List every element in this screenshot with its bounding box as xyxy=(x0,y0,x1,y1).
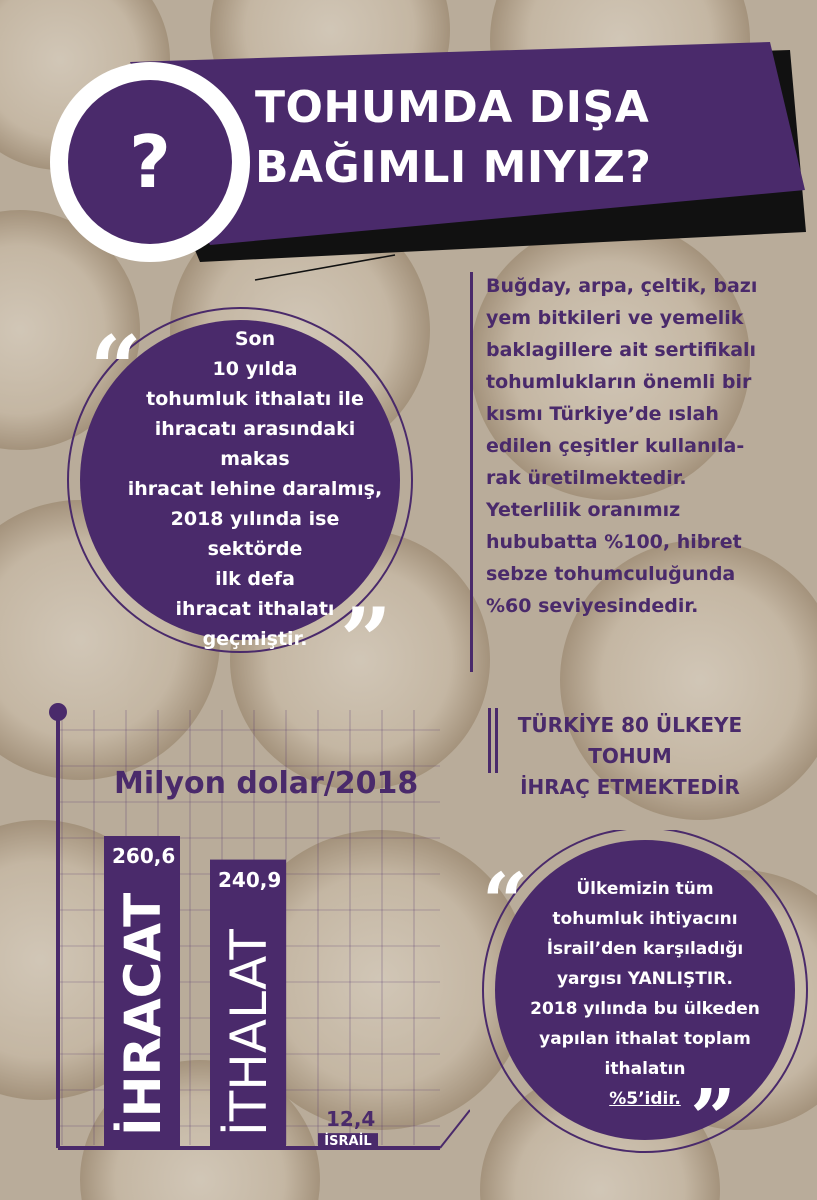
export-line: TÜRKİYE 80 ÜLKEYE xyxy=(517,713,743,737)
quote-line: İsrail’den karşıladığı xyxy=(546,939,744,959)
axis-dot xyxy=(49,703,67,721)
value-label-ithalat: 240,9 xyxy=(218,867,282,892)
quote-line: ithalatın xyxy=(604,1059,686,1079)
value-label-israil: 12,4 xyxy=(326,1107,376,1132)
quote-line: geçmiştir. xyxy=(202,628,308,650)
right-column-rule xyxy=(470,272,473,672)
svg-text:“: “ xyxy=(90,316,142,422)
right-column-text xyxy=(486,270,796,622)
quote-line: 2018 yılında bu ülkeden xyxy=(530,999,760,1019)
svg-text:”: ” xyxy=(690,1071,737,1160)
text-line: sebze tohumculuğunda xyxy=(486,563,736,585)
export-line: TOHUM xyxy=(588,744,672,768)
export-note xyxy=(480,710,780,803)
chart-title: Milyon dolar/2018 xyxy=(114,766,419,801)
quote-line: tohumluk ithalatı ile xyxy=(146,388,364,410)
svg-text:“: “ xyxy=(482,855,529,949)
text-line: %60 seviyesindedir. xyxy=(486,595,699,617)
quote-line: ihracat ithalatı xyxy=(175,598,335,620)
quote-line: ihracatı arasındaki makas xyxy=(154,418,356,470)
quote-line: ilk defa xyxy=(215,568,295,590)
text-line: Yeterlilik oranımız xyxy=(486,499,681,521)
bar-label-ithalat: İTHALAT xyxy=(220,929,278,1136)
title-line-2: BAĞIMLI MIYIZ? xyxy=(255,142,652,193)
quote-line: 2018 yılında ise sektörde xyxy=(170,508,340,560)
page-title xyxy=(255,78,715,198)
quote-bottom-text xyxy=(495,874,795,1114)
text-line: rak üretilmektedir. xyxy=(486,467,687,489)
quote-line: yargısı YANLIŞTIR. xyxy=(556,969,734,989)
connector-line xyxy=(255,255,395,280)
text-line: tohumlukların önemli bir xyxy=(486,371,752,393)
quote-line: tohumluk ihtiyacını xyxy=(552,909,738,929)
export-line: İHRAÇ ETMEKTEDİR xyxy=(520,775,740,799)
quote-line: yapılan ithalat toplam xyxy=(539,1029,751,1049)
quote-line: ihracat lehine daralmış, xyxy=(127,478,383,500)
bar-label-ihracat: İHRACAT xyxy=(114,892,172,1136)
quote-line: Ülkemizin tüm xyxy=(576,879,714,899)
text-line: yem bitkileri ve yemelik xyxy=(486,307,744,329)
svg-text:”: ” xyxy=(340,588,392,690)
quote-line: %5’idir. xyxy=(609,1089,681,1109)
quote-line: 10 yılda xyxy=(212,358,298,380)
title-line-1: TOHUMDA DIŞA xyxy=(255,82,650,133)
quote-top-text xyxy=(120,324,390,654)
text-line: baklagillere ait sertifikalı xyxy=(486,339,757,361)
text-line: hububatta %100, hibret xyxy=(486,531,742,553)
text-line: Buğday, arpa, çeltik, bazı xyxy=(486,275,758,297)
value-label-ihracat: 260,6 xyxy=(112,844,176,868)
text-line: edilen çeşitler kullanıla- xyxy=(486,435,745,457)
bar-label-israil: İSRAİL xyxy=(324,1134,372,1150)
quote-line: Son xyxy=(234,328,276,350)
question-mark-icon: ? xyxy=(129,120,171,204)
text-line: kısmı Türkiye’de ıslah xyxy=(486,403,719,425)
